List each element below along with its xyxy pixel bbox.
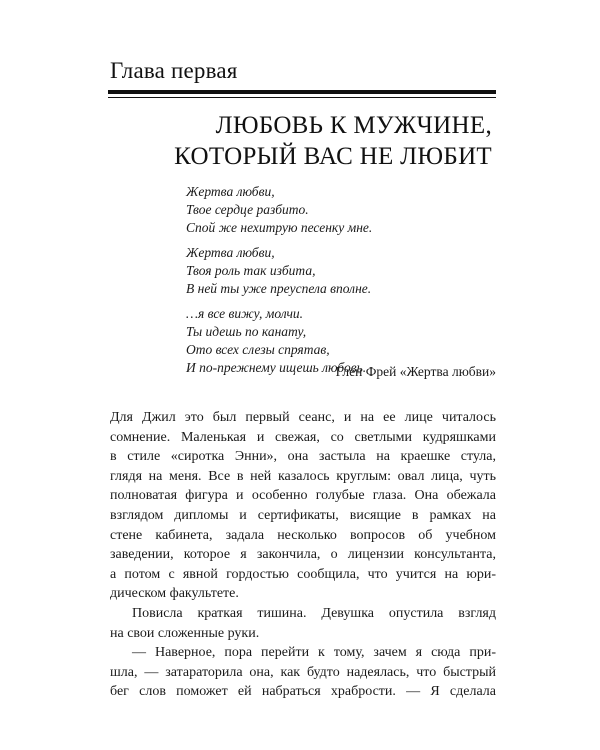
epigraph-stanza: [186, 183, 496, 237]
body-line: а потом с явной гордостью сообщила, что учится на юри-: [110, 566, 496, 582]
body-line: Для Джил это был первый сеанс, и на ее лице читалось: [110, 410, 496, 425]
epigraph-line: И по-прежнему ищешь любовь.: [186, 360, 367, 375]
body-text: [110, 408, 496, 702]
epigraph-line: Жертва любви,: [186, 245, 275, 260]
epigraph-line: Твое сердце разбито.: [186, 202, 309, 217]
body-line: бег слов поможет ей набраться храбрости. — Я сделала: [110, 684, 496, 700]
body-line: взглядом дипломы и сертификаты, висящие в рамках на: [110, 507, 496, 523]
epigraph-attribution: Глен Фрей «Жертва любви»: [335, 364, 496, 379]
epigraph-line: Спой же нехитрую песенку мне.: [186, 220, 373, 235]
body-line: на свои сложенные руки.: [110, 625, 260, 641]
body-line: шла, — затараторила она, как будто надеялась, что быстрый: [110, 664, 496, 680]
body-line: сомнение. Маленькая и свежая, со светлыми кудряшками: [110, 429, 496, 445]
epigraph-line: …я все вижу, молчи.: [186, 306, 304, 321]
epigraph-stanza: [186, 244, 496, 298]
chapter-title: [112, 110, 492, 172]
body-line: полноватая фигура и особенно голубые глаза. Она обежала: [110, 488, 496, 504]
body-line: дическом факультете.: [110, 586, 239, 602]
chapter-title-line: ЛЮБОВЬ К МУЖЧИНЕ,: [215, 112, 492, 139]
chapter-title-line: КОТОРЫЙ ВАС НЕ ЛЮБИТ: [174, 143, 492, 170]
epigraph-line: Жертва любви,: [186, 184, 275, 199]
body-line: — Наверное, пора перейти к тому, зачем я сюда при-: [132, 645, 496, 661]
epigraph: [186, 183, 496, 384]
body-line: глядя на меня. Все в ней казалось круглым: овал лица, чуть: [110, 468, 496, 484]
body-line: в стиле «сиротка Энни», она застыла на краешке стула,: [110, 449, 496, 465]
epigraph-line: Ото всех слезы спрятав,: [186, 342, 330, 357]
chapter-label: Глава первая: [110, 58, 238, 83]
epigraph-line: Ты идешь по канату,: [186, 324, 307, 339]
body-line: стене кабинета, задала несколько вопросов об учебном: [110, 527, 496, 543]
epigraph-line: В ней ты уже преуспела вполне.: [186, 281, 372, 296]
body-line: заведении, которое я закончила, о лицензии консультанта,: [110, 547, 496, 563]
header-rule-thick: [108, 90, 496, 94]
body-line: Повисла краткая тишина. Девушка опустила взгляд: [132, 605, 496, 621]
epigraph-line: Твоя роль так избита,: [186, 263, 316, 278]
header-rule-thin: [108, 97, 496, 98]
